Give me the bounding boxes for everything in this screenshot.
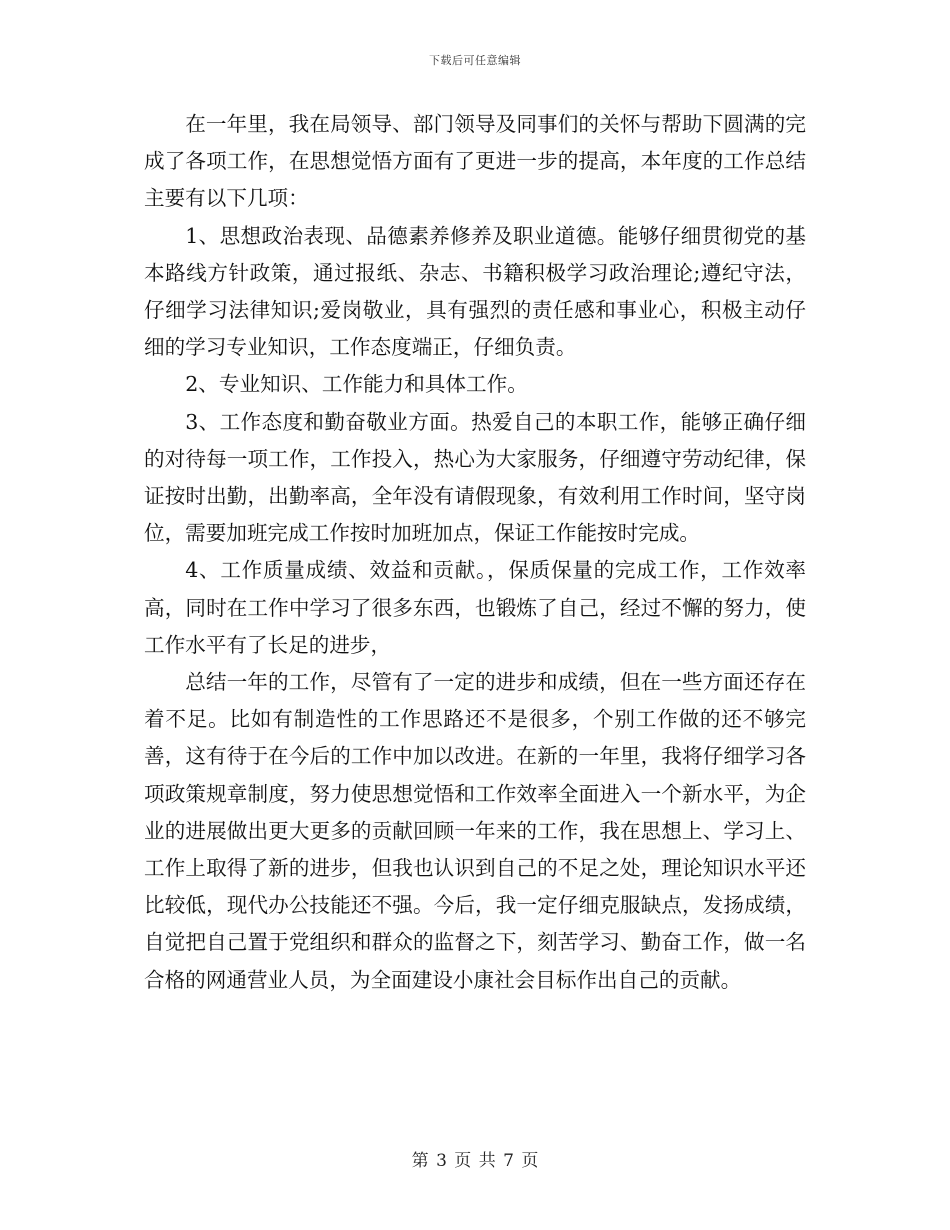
paragraph-item-4: 4、工作质量成绩、效益和贡献。，保质保量的完成工作，工作效率高，同时在工作中学习了很多东西，也锻炼了自己，经过不懈的努力，使工作水平有了长足的进步， [144, 558, 806, 657]
paragraph-item-3: 3、工作态度和勤奋敬业方面。热爱自己的本职工作，能够正确仔细的对待每一项工作，工作投入，热心为大家服务，仔细遵守劳动纪律，保证按时出勤，出勤率高，全年没有请假现象，有效利用工作时间，坚守岗位，需要加班完成工作按时加班加点，保证工作能按时完成。 [144, 409, 806, 546]
paragraph-item-2: 2、专业知识、工作能力和具体工作。 [185, 372, 528, 397]
paragraph-summary: 总结一年的工作，尽管有了一定的进步和成绩，但在一些方面还存在着不足。比如有制造性的工作思路还不是很多，个别工作做的还不够完善，这有待于在今后的工作中加以改进。在新的一年里，我将仔细学习各项政策规章制度，努力使思想觉悟和工作效率全面进入一个新水平，为企业的进展做出更大更多的贡献回顾一年来的工作，我在思想上、学习上、工作上取得了新的进步，但我也认识到自己的不足之处，理论知识水平还比较低，现代办公技能还不强。今后，我一定仔细克服缺点，发扬成绩，自觉把自己置于党组织和群众的监督之下，刻苦学习、勤奋工作，做一名合格的网通营业人员，为全面建设小康社会目标作出自己的贡献。 [144, 670, 806, 992]
document-body [144, 106, 806, 999]
paragraph-item-1: 1、思想政治表现、品德素养修养及职业道德。能够仔细贯彻党的基本路线方针政策，通过报纸、杂志、书籍积极学习政治理论;遵纪守法，仔细学习法律知识;爱岗敬业，具有强烈的责任感和事业心，积极主动仔细的学习专业知识，工作态度端正，仔细负责。 [144, 223, 806, 360]
page-header-note: 下载后可任意编辑 [429, 54, 521, 67]
page-number-footer: 第 3 页 共 7 页 [411, 1151, 539, 1171]
paragraph-intro: 在一年里，我在局领导、部门领导及同事们的关怀与帮助下圆满的完成了各项工作，在思想觉悟方面有了更进一步的提高，本年度的工作总结主要有以下几项： [144, 112, 806, 211]
